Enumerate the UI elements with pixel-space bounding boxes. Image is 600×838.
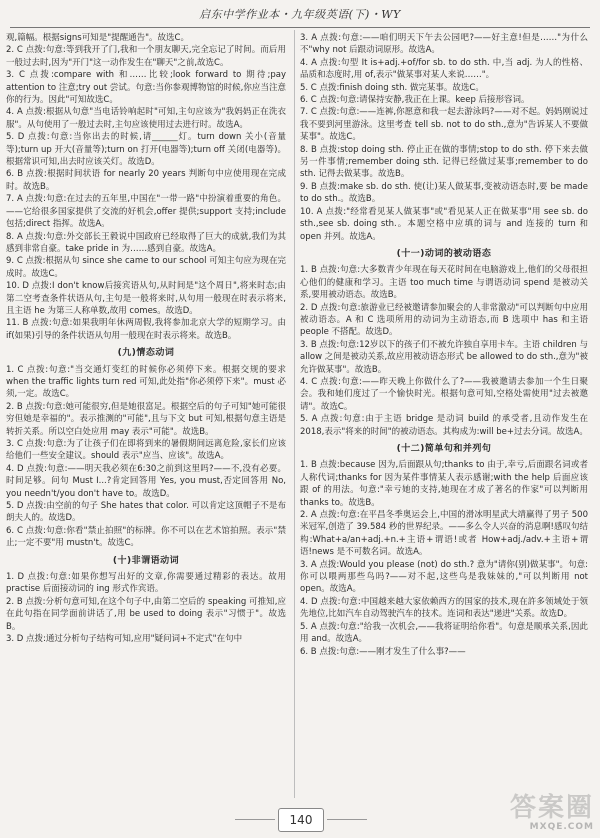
answer-item: 4. D 点拨:句意:——明天我必须在6:30之前到这里吗?——不,没有必要。时间足够。问句 Must I...?肯定回答用 Yes, you must,否定回答用 No, you needn't/you don't have to。故选D。 bbox=[6, 463, 286, 499]
answer-item: 6. B 点拨:句意:——刚才发生了什么事?—— bbox=[300, 646, 466, 657]
answer-item: 3. C 点拨:compare with 和……比较;look forward to 期待;pay attention to 注意;try out 尝试。句意:当你参观博物馆的时候,你应当注意你的行为。因此"可知故选C。 bbox=[6, 70, 286, 106]
answer-item: 3. B 点拨:句意:12岁以下的孩子们不被允许独自享用卡车。主语 children 与 allow 之间是被动关系,故应用被动语态形式 be allowed to do sth.,意为"被允许做某事"。故选B。 bbox=[300, 339, 588, 375]
column-divider bbox=[294, 30, 295, 798]
answer-item: 1. B 点拨:because 因为,后面跟从句;thanks to 由于,幸亏,后面跟名词或者人称代词;thanks for 因为某件事情某人表示感谢;with the help 后面应该跟 of 的用法。句意:"幸亏她的支持,她现在才成了著名的作家"可以判断用 thanks to。故选B。 bbox=[300, 460, 588, 508]
answer-list-right-b bbox=[300, 264, 588, 438]
section-heading-nonfinite-verbs: (十)非谓语动词 bbox=[112, 555, 180, 566]
answer-item: 2. B 点拨:句意:她可能很穷,但是她很富足。根据空后的句子可知"她可能很穷但她是幸福的"。表示推测的"可能",且与下文 but 可知,根据句意主语是转折关系。所以空白处应用 may 表示"可能"。故选B。 bbox=[6, 401, 286, 437]
answer-item: 2. C 点拨:句意:等到我开了门,我和一个朋友聊天,完全忘记了时间。而后用一般过去时,因为"开门"这一动作发生在"聊天"之前,故选C。 bbox=[6, 45, 286, 68]
page-number: 140 bbox=[278, 808, 324, 832]
answer-item: 3. A 点拨:句意:——咱们明天下午去公园吧?——好主意!但是……"为什么不"why not 后跟动词原形。故选A。 bbox=[300, 33, 588, 56]
answer-item: 1. C 点拨:句意:"当交通灯变红的时候你必须停下来。根据交规的要求 when the traffic lights turn red 可知,此处指"你必须停下来"。must 必须,一定。故选C。 bbox=[6, 364, 286, 400]
answer-list-right-c bbox=[300, 459, 588, 658]
answer-item: 6. C 点拨:句意:你看"禁止拍照"的标牌。你不可以在艺术馆拍照。表示"禁止;一定不要"用 mustn't。故选C。 bbox=[6, 525, 286, 549]
answer-item: 4. C 点拨:句意:——昨天晚上你做什么了?——我被邀请去参加一个生日聚会。我和她们度过了一个愉快时光。根据句意可知,空格处需使用"过去被邀请"。故选C。 bbox=[300, 376, 588, 412]
answer-item: 10. A 点拨:"经常看见某人做某事"或"看见某人正在做某事"用 see sb. do sth.,see sb. doing sth.。本题空格中应填的词与 and 连接的 turn 和 open 并列。故选A。 bbox=[300, 206, 588, 242]
answer-item: 2. A 点拨:句意:在平昌冬季奥运会上,中国的滑冰明星武大靖赢得了男子 500 米冠军,创造了 39.584 秒的世界纪录。——多么令人兴奋的消息啊!感叹句结构:What+a/an+adj.+n.+主语+谓语!或者 How+adj./adv.+主语+谓语!news 是不可数名词。故选A。 bbox=[300, 510, 588, 558]
answer-item: 1. B 点拨:句意:大多数青少年现在每天花时间在电脑游戏上,他们的父母很担心他们的健康和学习。主语 too much time 与谓语动词 spend 是被动关系,要用被动语态。故选B。 bbox=[300, 265, 588, 301]
answer-item: 7. A 点拨:句意:在过去的五年里,中国在"一带一路"中扮演着重要的角色。——它给很多国家提供了交流的好机会,offer 提供;support 支持;include 包括;direct 指挥。故选A。 bbox=[6, 194, 286, 230]
answer-item: 2. B 点拨:分析句意可知,在这个句子中,由第二空后的 speaking 可推知,应在此句指在同学面前讲话了,用 be used to doing 表示"习惯于"。故选B。 bbox=[6, 596, 286, 632]
answer-item: 4. A 点拨:根据从句意"当电话铃响起时"可知,主句应该为"我妈妈正在洗衣服"。从句使用了一般过去时,主句应该使用过去进行时。故选A。 bbox=[6, 107, 286, 130]
answer-item: 2. D 点拨:句意:旅游业已经被邀请参加聚会的人非常激动"可以判断句中应用被动语态。A 和 C 选项所用的动词为主动语态,而 B 选项中 has 和主语 people 不搭配。故选D。 bbox=[300, 302, 588, 338]
left-column bbox=[6, 32, 286, 802]
watermark-logo bbox=[464, 794, 594, 834]
header-rule bbox=[10, 27, 590, 28]
answer-item: 10. D 点拨:I don't know后接宾语从句,从时间是"这个周日",将来时态;由第二空考查条件状语从句,主句是一般将来时,从句用一般现在时表示将来,且主语 he 为第三人称单数,故用 comes。故选D。 bbox=[6, 281, 286, 316]
answer-item: 1. D 点拨:句意:如果你想写出好的文章,你需要通过精彩的表达。故用 practise 后面接动词的 ing 形式作宾语。 bbox=[6, 572, 286, 595]
answer-item: 5. D 点拨:由空前的句子 She hates that color. 可以肯定这顶帽子不是布朗夫人的。故选D。 bbox=[6, 501, 286, 524]
answer-item: 观,篇幅。根据signs可知是"提醒通告"。故选C。 bbox=[6, 33, 189, 43]
answer-item: 4. D 点拨:句意:中国越来越大家依赖西方的国家的技术,现在許多领域处于领先地位,比如汽车自动驾驶汽车的技术。连词和表达"递进"关系。故选D。 bbox=[300, 596, 588, 620]
answer-item: 6. B 点拨:根据时间状语 for nearly 20 years 判断句中应使用现在完成时。故选B。 bbox=[6, 169, 286, 192]
answer-item: 5. D 点拨:句意:当你出去的时候,请______灯。turn down 关小(音量等);turn up 开大(音量等);turn on 打开(电器等);turn off 关闭(电器等)。根据常识可知,出去时应该关灯。故选D。 bbox=[6, 132, 286, 168]
answer-list-left-a bbox=[6, 32, 286, 342]
answer-item: 5. A 点拨:句意:由于主语 bridge 是动词 build 的承受者,且动作发生在 2018,表示"将来的时间"的被动语态。其构成为:will be+过去分词。故选A。 bbox=[300, 414, 588, 437]
answer-item: 3. C 点拨:句意:为了让孩子们在即将到来的暑假期间远离危险,家长们应该给他们一些安全建议。should 表示"应当、应该"。故选A。 bbox=[6, 439, 286, 462]
running-header: 启东中学作业本・九年级英语(下)・WY bbox=[199, 8, 401, 21]
answer-item: 5. A 点拨:句意:"给我一次机会,——我将证明给你看"。句意是顺承关系,因此用 and。故选A。 bbox=[300, 621, 588, 645]
watermark-text: 答案圈 bbox=[509, 793, 594, 823]
answer-item: 4. A 点拨:句型 It is+adj.+of/for sb. to do sth. 中,当 adj. 为人的性格、品质和态度时,用 of,表示"做某事对某人来说……"。 bbox=[300, 57, 588, 81]
answer-item: 8. A 点拨:句意:外交部长王毅说中国政府已经取得了巨大的成就,我们为其感到非常自豪。take pride in 为……感到自豪。故选A。 bbox=[6, 231, 286, 254]
answer-item: 11. B 点拨:句意:如果我明年休两周假,我将参加北京大学的短期学习。由 if(如果)引导的条件状语从句用一般现在时表示将来。故选B。 bbox=[6, 318, 286, 341]
section-heading-modal-verbs: (九)情态动词 bbox=[117, 348, 175, 359]
watermark-url: MXQE.COM bbox=[529, 822, 594, 832]
answer-item: 3. D 点拨:通过分析句子结构可知,应用"疑问词+不定式"在句中 bbox=[6, 634, 243, 645]
section-heading-simple-compound: (十二)简单句和并列句 bbox=[396, 444, 492, 454]
answer-item: 9. C 点拨:根据从句 since she came to our school 可知主句应为现在完成时。故选C。 bbox=[6, 256, 286, 279]
answer-list-left-b bbox=[6, 364, 286, 550]
answer-item: 5. C 点拨:finish doing sth. 做完某事。故选C。 bbox=[300, 82, 484, 93]
section-heading-passive-voice: (十一)动词的被动语态 bbox=[396, 248, 492, 259]
answer-item: 7. C 点拨:句意:——连裤,你愿意和我一起去游泳吗?——对不起。妈妈刚说过我不要到河里游泳。这里考查 tell sb. not to do sth.,意为"告诉某人不要做某事"。故选C。 bbox=[300, 107, 588, 143]
answer-item: 3. A 点拨:Would you please (not) do sth.? 意为"请你(别)做某事"。句意:你可以喂两那些鸟吗?——对不起,这些鸟是我妹妹的,"可以判断用 not open。故选A。 bbox=[300, 559, 588, 595]
answer-list-right-a bbox=[300, 32, 588, 243]
answer-item: 8. B 点拨:stop doing sth. 停止正在做的事情;stop to do sth. 停下来去做另一件事情;remember doing sth. 记得已经做过某事;remember to do sth. 记得去做某事。故选B。 bbox=[300, 144, 588, 180]
right-column bbox=[300, 32, 588, 802]
answer-item: 6. C 点拨:句意:请保持安静,我正在上课。keep 后接形容词。 bbox=[300, 95, 530, 106]
answer-item: 9. B 点拨:make sb. do sth. 使(让)某人做某事,变被动语态时,要 be made to do sth.。故选B。 bbox=[300, 181, 588, 205]
answer-list-left-c bbox=[6, 571, 286, 645]
